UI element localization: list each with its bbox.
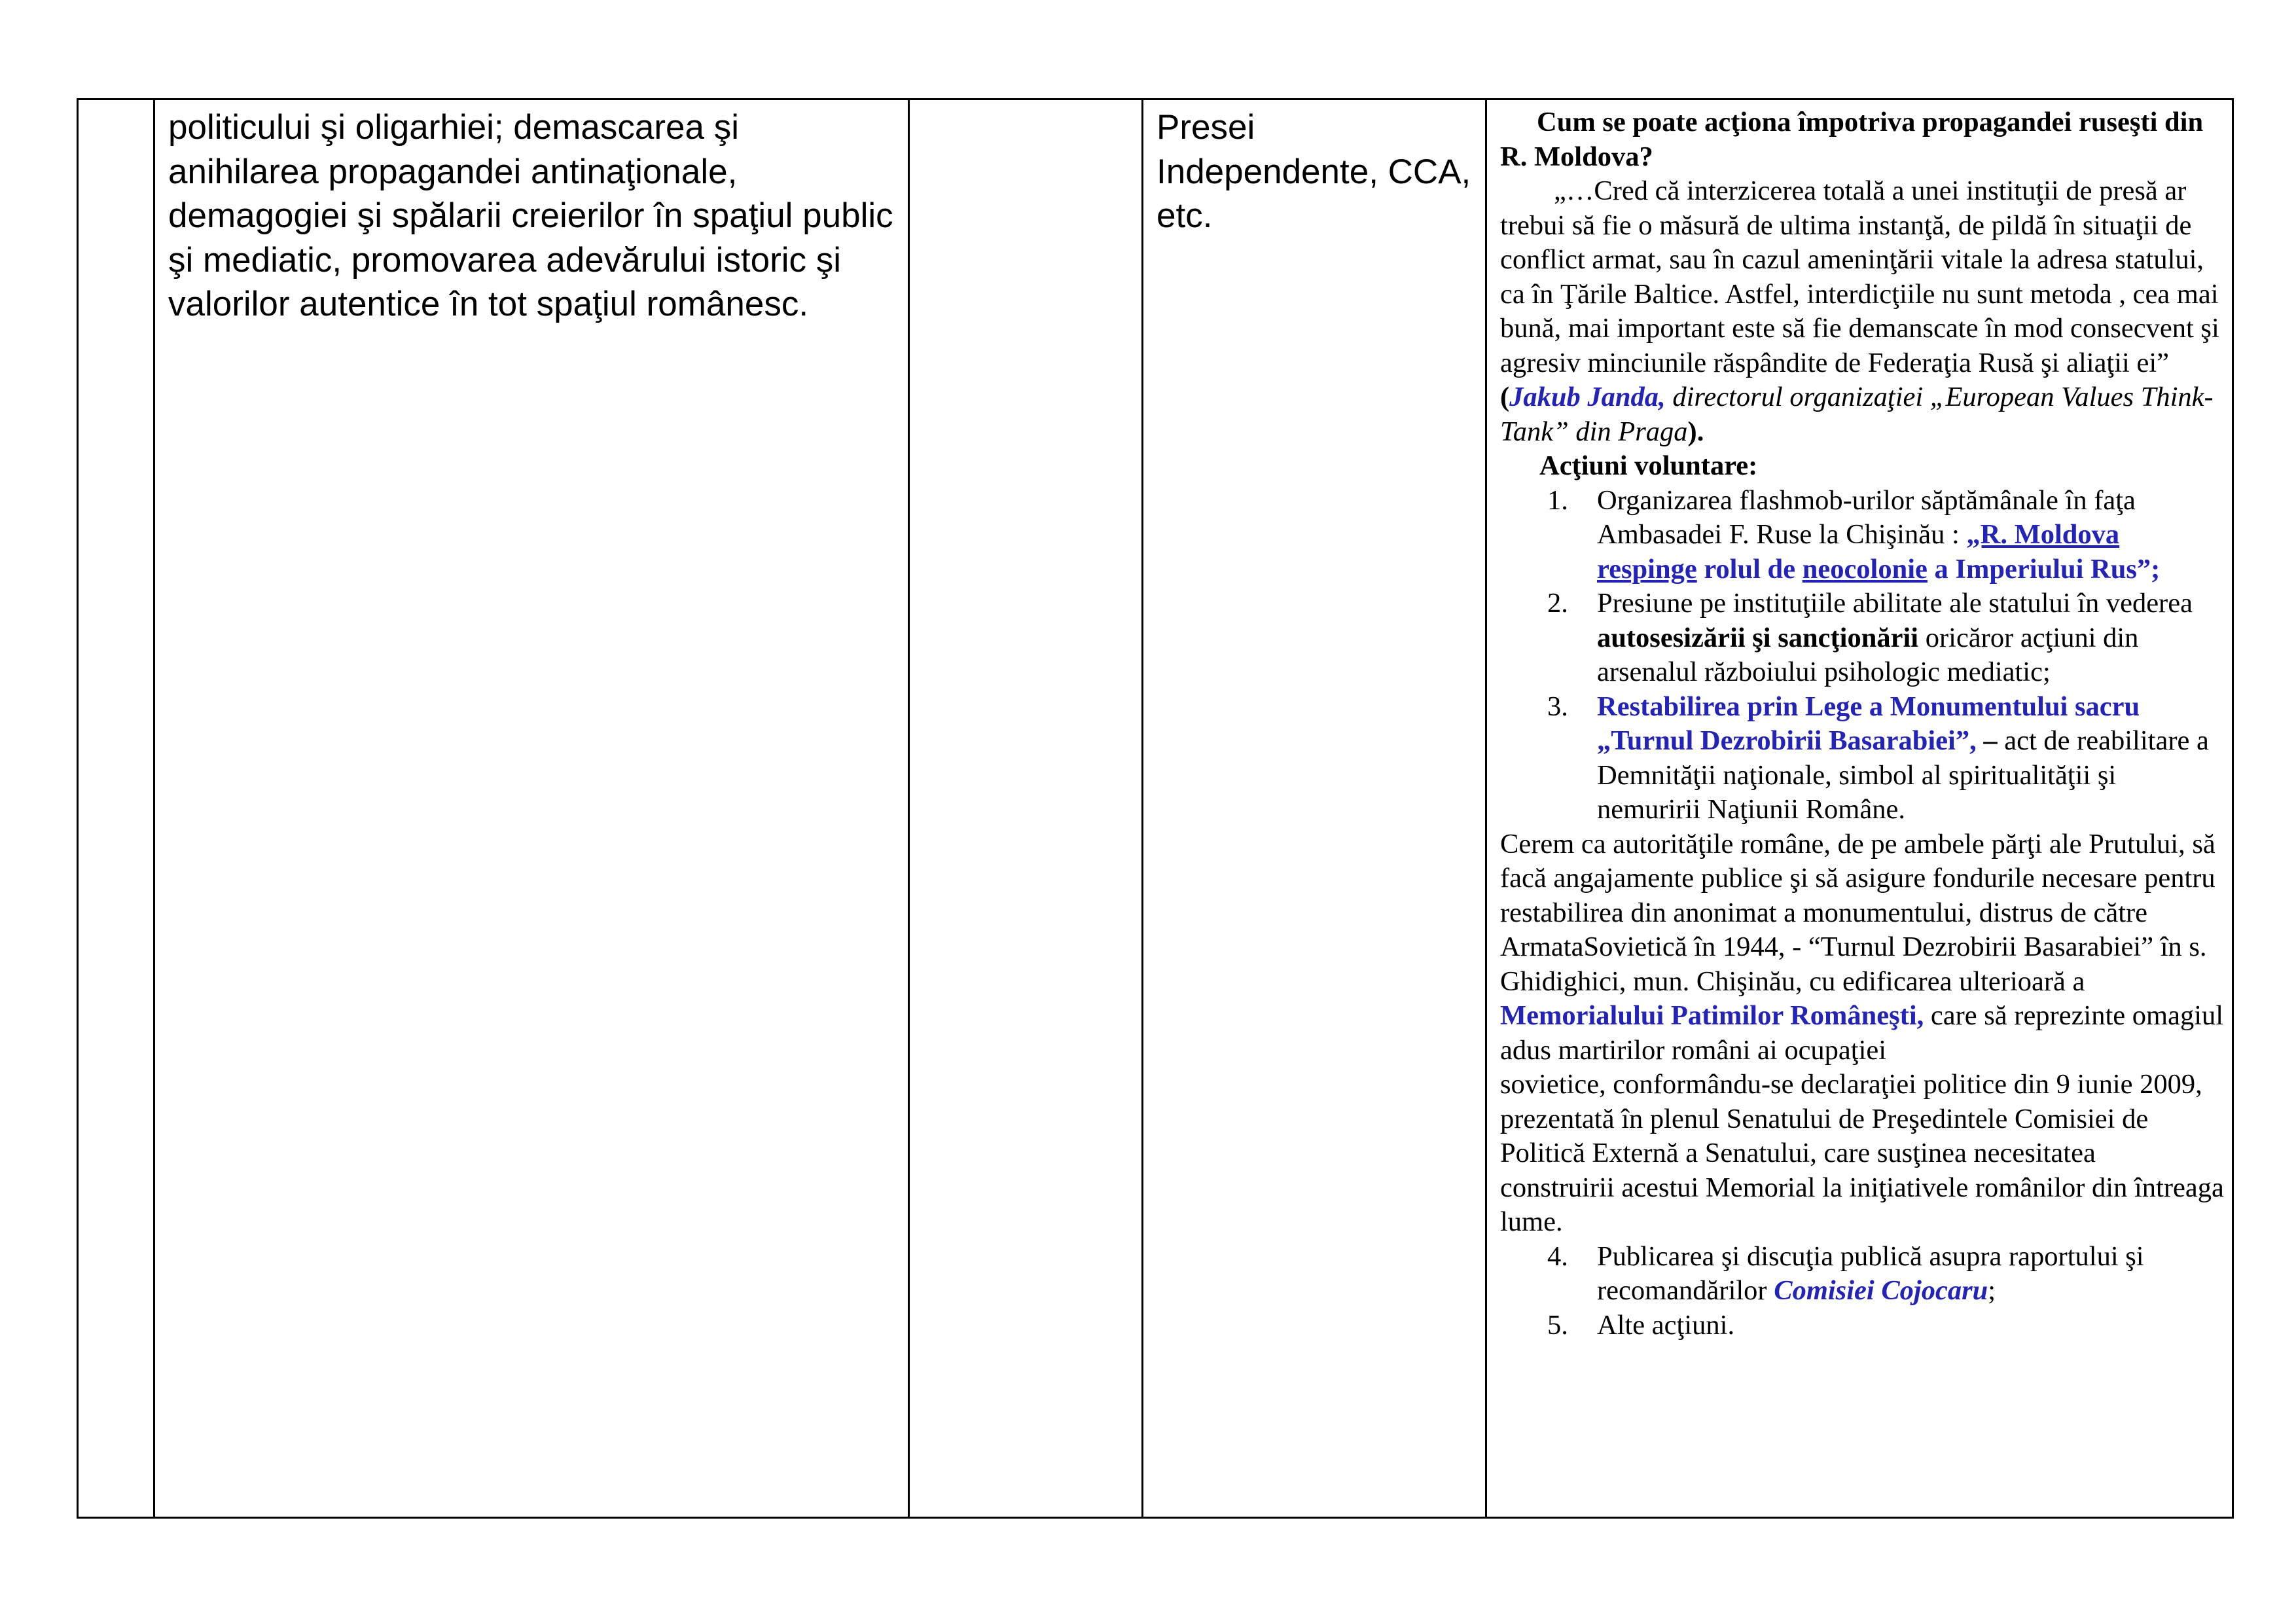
quote-open: (: [1500, 382, 1510, 412]
declaration-paragraph: sovietice, conformându-se declaraţiei politice din 9 iunie 2009, prezentată în plenul Senatului de Preşedintele Comisiei de Politică Externă a Senatului, care susţinea necesitatea: [1500, 1069, 2202, 1168]
commission-highlight: Comisiei Cojocaru: [1774, 1275, 1988, 1306]
list-number: 2.: [1547, 588, 1568, 619]
list-text: Publicarea şi discuţia publică asupra raportului şi recomandărilor: [1597, 1240, 2144, 1306]
slogan-link[interactable]: neocolonie: [1802, 553, 1928, 585]
paragraph-text: Cerem ca autorităţile române, de pe ambele părţi ale Prutului, să facă angajamente publice şi să asigure fondurile necesare pentru restabilirea din anonimat a monumentului, distrus de către ArmataSovietică în 1944, - “Turnul Dezrobirii Basarabiei” în s. Ghidighici, mun. Chişinău, cu edificarea ulterioară a: [1500, 828, 2215, 997]
list-text-highlight: Restabilirea prin Lege a Monumentului sacru „Turnul Dezrobirii Basarabiei”,: [1597, 691, 2140, 756]
slogan-text: a Imperiului Rus”;: [1927, 553, 2161, 585]
list-number: 4.: [1547, 1240, 1568, 1272]
quote-paragraph: [1500, 174, 2225, 449]
memorial-highlight: Memorialului Patimilor Româneşti,: [1500, 1000, 1924, 1031]
quote-text: „…Cred că interzicerea totală a unei instituţii de presă ar trebui să fie o măsură de ultima instanţă, de pildă în situaţii de conflict armat, sau în cazul ameninţării vitale la adresa statului, ca în Ţările Baltice. Astfel, interdicţiile nu sunt metoda , cea mai bună, mai important este să fie demanscate în mod consecvent şi agresiv minciunile răspândite de Federaţia Rusă şi aliaţii ei”: [1500, 175, 2219, 378]
list-text: Presiune pe instituţiile abilitate ale statului în vederea: [1597, 588, 2193, 619]
quote-close: ).: [1687, 416, 1704, 447]
objective-cell: [154, 99, 909, 1518]
list-number: 1.: [1547, 484, 1568, 516]
memorial-paragraph: [1500, 827, 2225, 1068]
objective-text: politicului şi oligarhiei; demascarea şi anihilarea propagandei antinaţionale, demagogiei şi spălarii creierilor în spaţiul public şi mediatic, promovarea adevărului istoric şi valorilor autentice în tot spaţiul românesc.: [168, 108, 893, 323]
table-row: [78, 99, 2233, 1518]
list-item: [1500, 484, 2225, 587]
paragraph-text: care să reprezinte omagiul adus martirilor români ai ocupaţiei: [1500, 1000, 2224, 1066]
actions-list: [1500, 484, 2225, 827]
quote-author-role: directorul organizaţiei „European Values Think-Tank” din Praga: [1500, 382, 2214, 447]
slogan-link[interactable]: respinge: [1597, 553, 1697, 585]
actions-content: [1487, 100, 2232, 1343]
number-cell: [78, 99, 154, 1518]
section-heading: Cum se poate acţiona împotriva propagandei ruseşti din R. Moldova?: [1500, 107, 2204, 172]
program-table: [77, 98, 2234, 1519]
slogan-link[interactable]: „R. Moldova: [1966, 519, 2120, 550]
list-item: [1500, 1240, 2225, 1308]
list-text: ;: [1988, 1275, 1996, 1306]
voluntary-actions-heading: Acţiuni voluntare:: [1539, 450, 1758, 481]
list-text: Alte acţiuni.: [1597, 1309, 1735, 1341]
list-text: act de reabilitare a Demnităţii naţionale, simbol al spiritualităţii şi nemuririi Naţiunii Române.: [1597, 725, 2209, 825]
empty-cell: [909, 99, 1143, 1518]
construction-paragraph: construirii acestui Memorial la iniţiativele românilor din întreaga lume.: [1500, 1172, 2224, 1237]
quote-author: Jakub Janda,: [1509, 382, 1666, 412]
list-text-bold: autosesizării şi sancţionării: [1597, 622, 1919, 653]
actions-cell: [1486, 99, 2233, 1518]
list-item: [1500, 690, 2225, 827]
list-text: Organizarea flashmob-urilor săptămânale în faţa Ambasadei F. Ruse la Chişinău :: [1597, 484, 2136, 550]
list-item: [1500, 586, 2225, 690]
partners-text: Presei Independente, CCA, etc.: [1157, 108, 1471, 235]
slogan-text: rolul de: [1696, 553, 1803, 585]
actions-list-continued: [1500, 1240, 2225, 1343]
list-number: 5.: [1547, 1309, 1568, 1341]
list-item: [1500, 1308, 2225, 1343]
list-number: 3.: [1547, 691, 1568, 722]
list-text: oricăror acţiuni din arsenalul războiului psihologic mediatic;: [1597, 622, 2139, 687]
partners-cell: [1143, 99, 1486, 1518]
list-dash: –: [1976, 725, 1998, 756]
